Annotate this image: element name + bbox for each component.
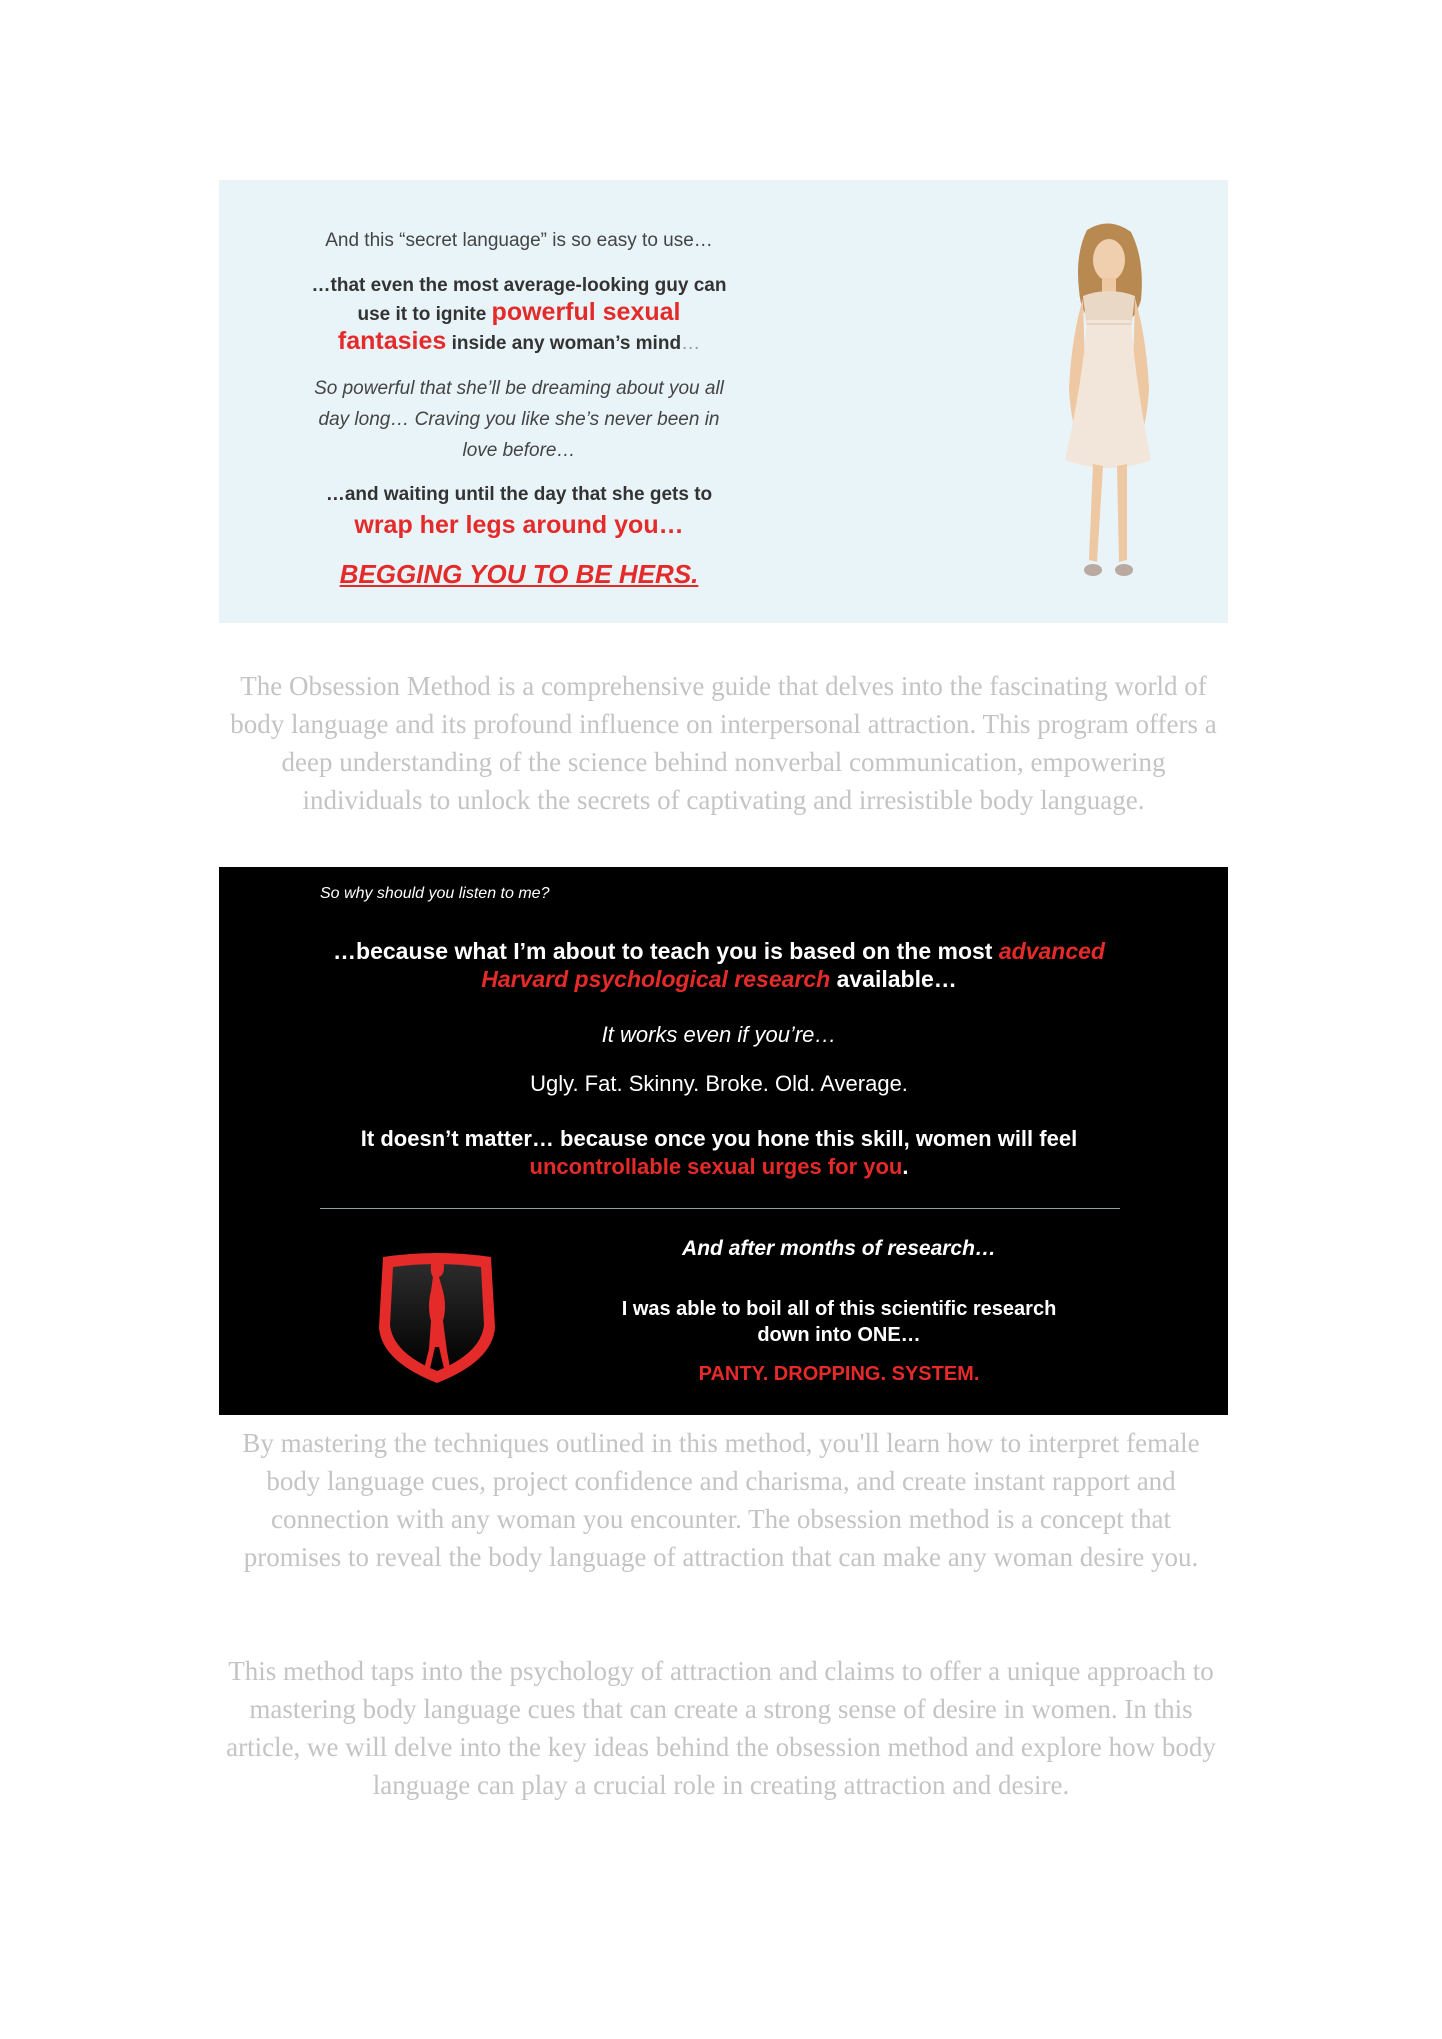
matter-line-a: It doesn’t matter… because once you hone this skill, women will feel xyxy=(360,1126,1078,1151)
body-paragraph-1: The Obsession Method is a comprehensive guide that delves into the fascinating world of body language and its profound influence on interpersonal attraction. This program offers a deep understanding of the science behind nonverbal communication, empowering individuals to unlock the secrets of captivating and irresistible body language. xyxy=(230,671,1217,815)
promo-line-4 xyxy=(309,480,729,543)
promo-highlight-fantasies: powerful sexual fantasies xyxy=(337,298,681,355)
after-line: And after months of research… xyxy=(682,1237,996,1260)
matter-line xyxy=(299,1125,1139,1181)
promo-line-3: So powerful that she’ll be dreaming about you all day long… Craving you like she’s never been in love before… xyxy=(314,378,724,461)
body-paragraph-3: This method taps into the psychology of attraction and claims to offer a unique approach to mastering body language cues that can create a strong sense of desire in women. In this article, we will delve into the key ideas behind the obsession method and explore how body language can play a crucial role in creating attraction and desire. xyxy=(226,1656,1216,1800)
because-highlight: advanced Harvard psychological research xyxy=(481,938,1105,992)
divider xyxy=(320,1208,1120,1209)
promo-line-2-dots: … xyxy=(681,333,701,354)
promo-line-2-b: inside any woman’s mind xyxy=(446,333,682,354)
matter-highlight: uncontrollable sexual urges for you xyxy=(529,1154,903,1179)
promo-banner-dark xyxy=(219,867,1228,1415)
promo-line-4-a: …and waiting until the day that she gets to xyxy=(325,484,713,505)
promo-line-1: And this “secret language” is so easy to use… xyxy=(325,230,713,251)
shield-silhouette-icon xyxy=(375,1251,499,1387)
promo-banner-light xyxy=(219,180,1228,623)
boil-line: I was able to boil all of this scientific research down into ONE… xyxy=(621,1298,1057,1346)
promo-highlight-wrap: wrap her legs around you… xyxy=(354,511,684,539)
promo-line-2-a: …that even the most average-looking guy can use it to ignite xyxy=(311,275,727,325)
ugly-line: Ugly. Fat. Skinny. Broke. Old. Average. xyxy=(530,1071,908,1096)
woman-photo xyxy=(1039,220,1179,590)
works-line: It works even if you’re… xyxy=(601,1022,837,1047)
because-line xyxy=(299,937,1139,993)
promo-line-2 xyxy=(309,272,729,357)
question-label: So why should you listen to me? xyxy=(320,885,550,902)
promo-text xyxy=(309,218,729,590)
because-line-b: available… xyxy=(830,966,957,992)
because-line-a: …because what I’m about to teach you is based on the most xyxy=(333,938,999,964)
matter-line-b: . xyxy=(902,1154,909,1179)
panty-line: PANTY. DROPPING. SYSTEM. xyxy=(698,1363,980,1385)
body-paragraph-2: By mastering the techniques outlined in this method, you'll learn how to interpret female body language cues, project confidence and charisma, and create instant rapport and connection with any woman you encounter. The obsession method is a concept that promises to reveal the body language of attraction that can make any woman desire you. xyxy=(242,1428,1200,1572)
promo-line-5: BEGGING YOU TO BE HERS. xyxy=(339,559,699,589)
